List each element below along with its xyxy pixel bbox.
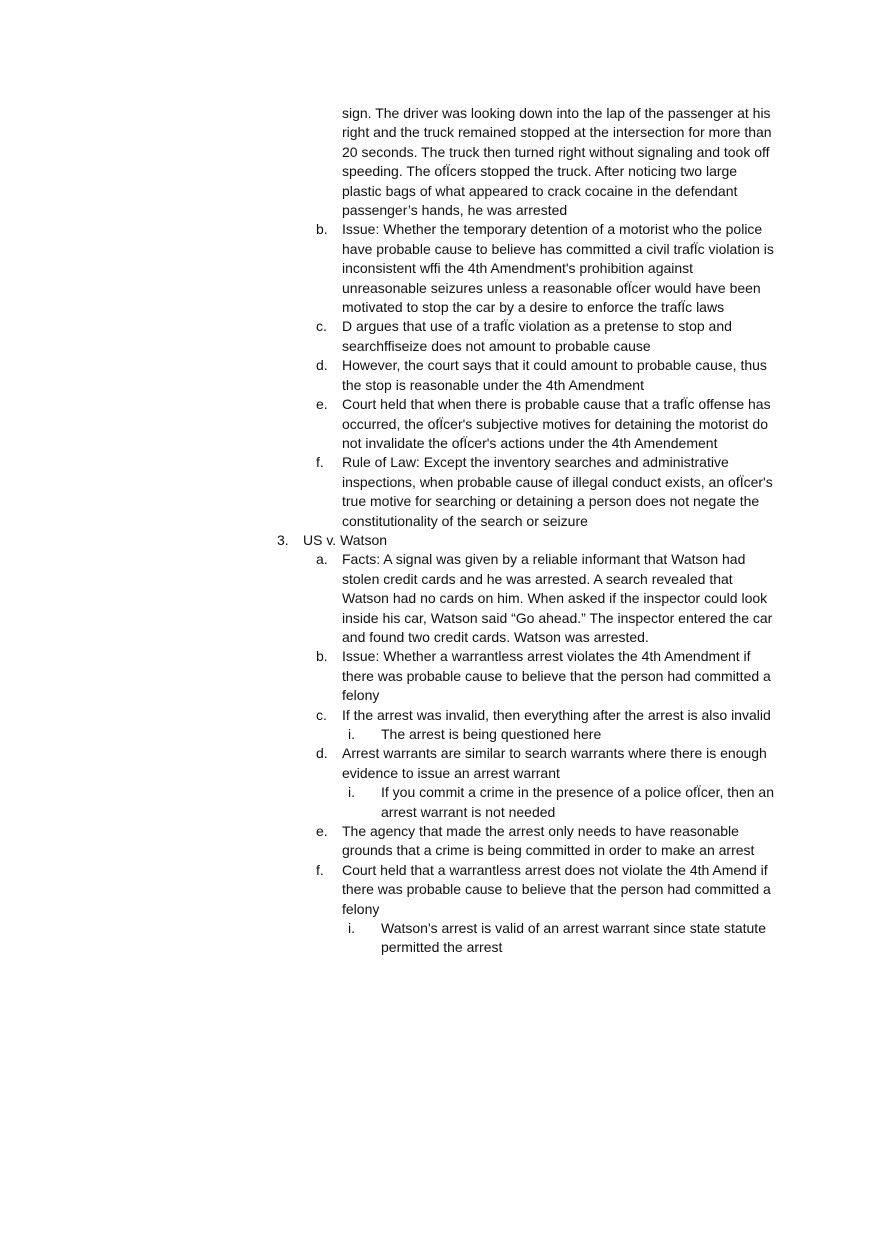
list-item <box>0 317 880 356</box>
list-item <box>0 356 880 395</box>
item-marker: d. <box>316 357 328 374</box>
item-text: Court held that when there is probable cause that a trafÏc offense has occurred, the ofÏcer's subjective motives for detaining the motorist do not invalidate the ofÏcer's actions under the 4th Amendement <box>342 396 771 451</box>
item-text: If the arrest was invalid, then everything after the arrest is also invalid <box>342 706 771 723</box>
item-text: Issue: Whether a warrantless arrest violates the 4th Amendment if there was probable cause to believe that the person had committed a felony <box>342 648 771 704</box>
item-marker: i. <box>348 920 355 937</box>
item-marker: b. <box>316 648 328 665</box>
item-text: Arrest warrants are similar to search warrants where there is enough evidence to issue an arrest warrant <box>342 745 767 781</box>
item-text: The agency that made the arrest only needs to have reasonable grounds that a crime is being committed in order to make an arrest <box>342 823 755 859</box>
item-text: Rule of Law: Except the inventory searches and administrative inspections, when probable cause of illegal conduct exists, an ofÏcer's true motive for searching or detaining a person does not negate the constitutionality of the search or seizure <box>342 454 773 529</box>
item-marker: i. <box>348 726 355 742</box>
item-marker: d. <box>316 745 328 762</box>
section-heading <box>0 531 880 550</box>
list-item <box>0 744 880 783</box>
item-marker: e. <box>316 823 328 840</box>
item-text: The arrest is being questioned here <box>381 726 602 742</box>
item-marker: 3. <box>277 531 289 548</box>
item-text: sign. The driver was looking down into the lap of the passenger at his right and the truck remained stopped at the intersection for more than 20 seconds. The truck then turned right without signaling and took off speeding. The ofÏcers stopped the truck. After noticing two large plastic bags of what appeared to crack cocaine in the defendant passenger’s hands, he was arrested <box>342 105 772 219</box>
item-marker: f. <box>316 861 324 878</box>
outline-list <box>0 104 880 958</box>
sub-list-item <box>0 783 880 822</box>
list-item <box>0 861 880 919</box>
list-item <box>0 706 880 725</box>
list-item <box>0 550 880 647</box>
sub-list-item <box>0 725 880 744</box>
list-item <box>0 395 880 453</box>
item-marker: e. <box>316 396 328 413</box>
list-item <box>0 822 880 861</box>
item-marker: c. <box>316 318 327 335</box>
item-marker: i. <box>348 784 355 801</box>
item-text: Watson's arrest is valid of an arrest warrant since state statute permitted the arrest <box>381 920 766 956</box>
list-item <box>0 220 880 317</box>
list-item <box>0 647 880 705</box>
item-marker: a. <box>316 551 328 568</box>
item-marker: b. <box>316 221 328 238</box>
item-text: Facts: A signal was given by a reliable informant that Watson had stolen credit cards and he was arrested. A search revealed that Watson had no cards on him. When asked if the inspector could look inside his car, Watson said “Go ahead.” The inspector entered the car and found two credit cards. Watson was arrested. <box>342 551 773 645</box>
item-text: However, the court says that it could amount to probable cause, thus the stop is reasonable under the 4th Amendment <box>342 357 767 393</box>
item-marker: c. <box>316 706 327 723</box>
item-text: US v. Watson <box>303 531 388 548</box>
sub-list-item <box>0 919 880 958</box>
list-item <box>0 453 880 531</box>
item-text: If you commit a crime in the presence of a police ofÏcer, then an arrest warrant is not needed <box>381 784 774 820</box>
list-item <box>0 104 880 220</box>
item-text: Court held that a warrantless arrest does not violate the 4th Amend if there was probable cause to believe that the person had committed a felony <box>342 861 771 917</box>
item-text: D argues that use of a trafÏc violation as a pretense to stop and searchffiseize does not amount to probable cause <box>342 318 732 354</box>
item-text: Issue: Whether the temporary detention of a motorist who the police have probable cause to believe has committed a civil trafÏc violation is inconsistent wffi the 4th Amendment's prohibition against unreasonable seizures unless a reasonable ofÏcer would have been motivated to stop the car by a desire to enforce the trafÏc laws <box>342 221 774 316</box>
item-marker: f. <box>316 454 324 471</box>
